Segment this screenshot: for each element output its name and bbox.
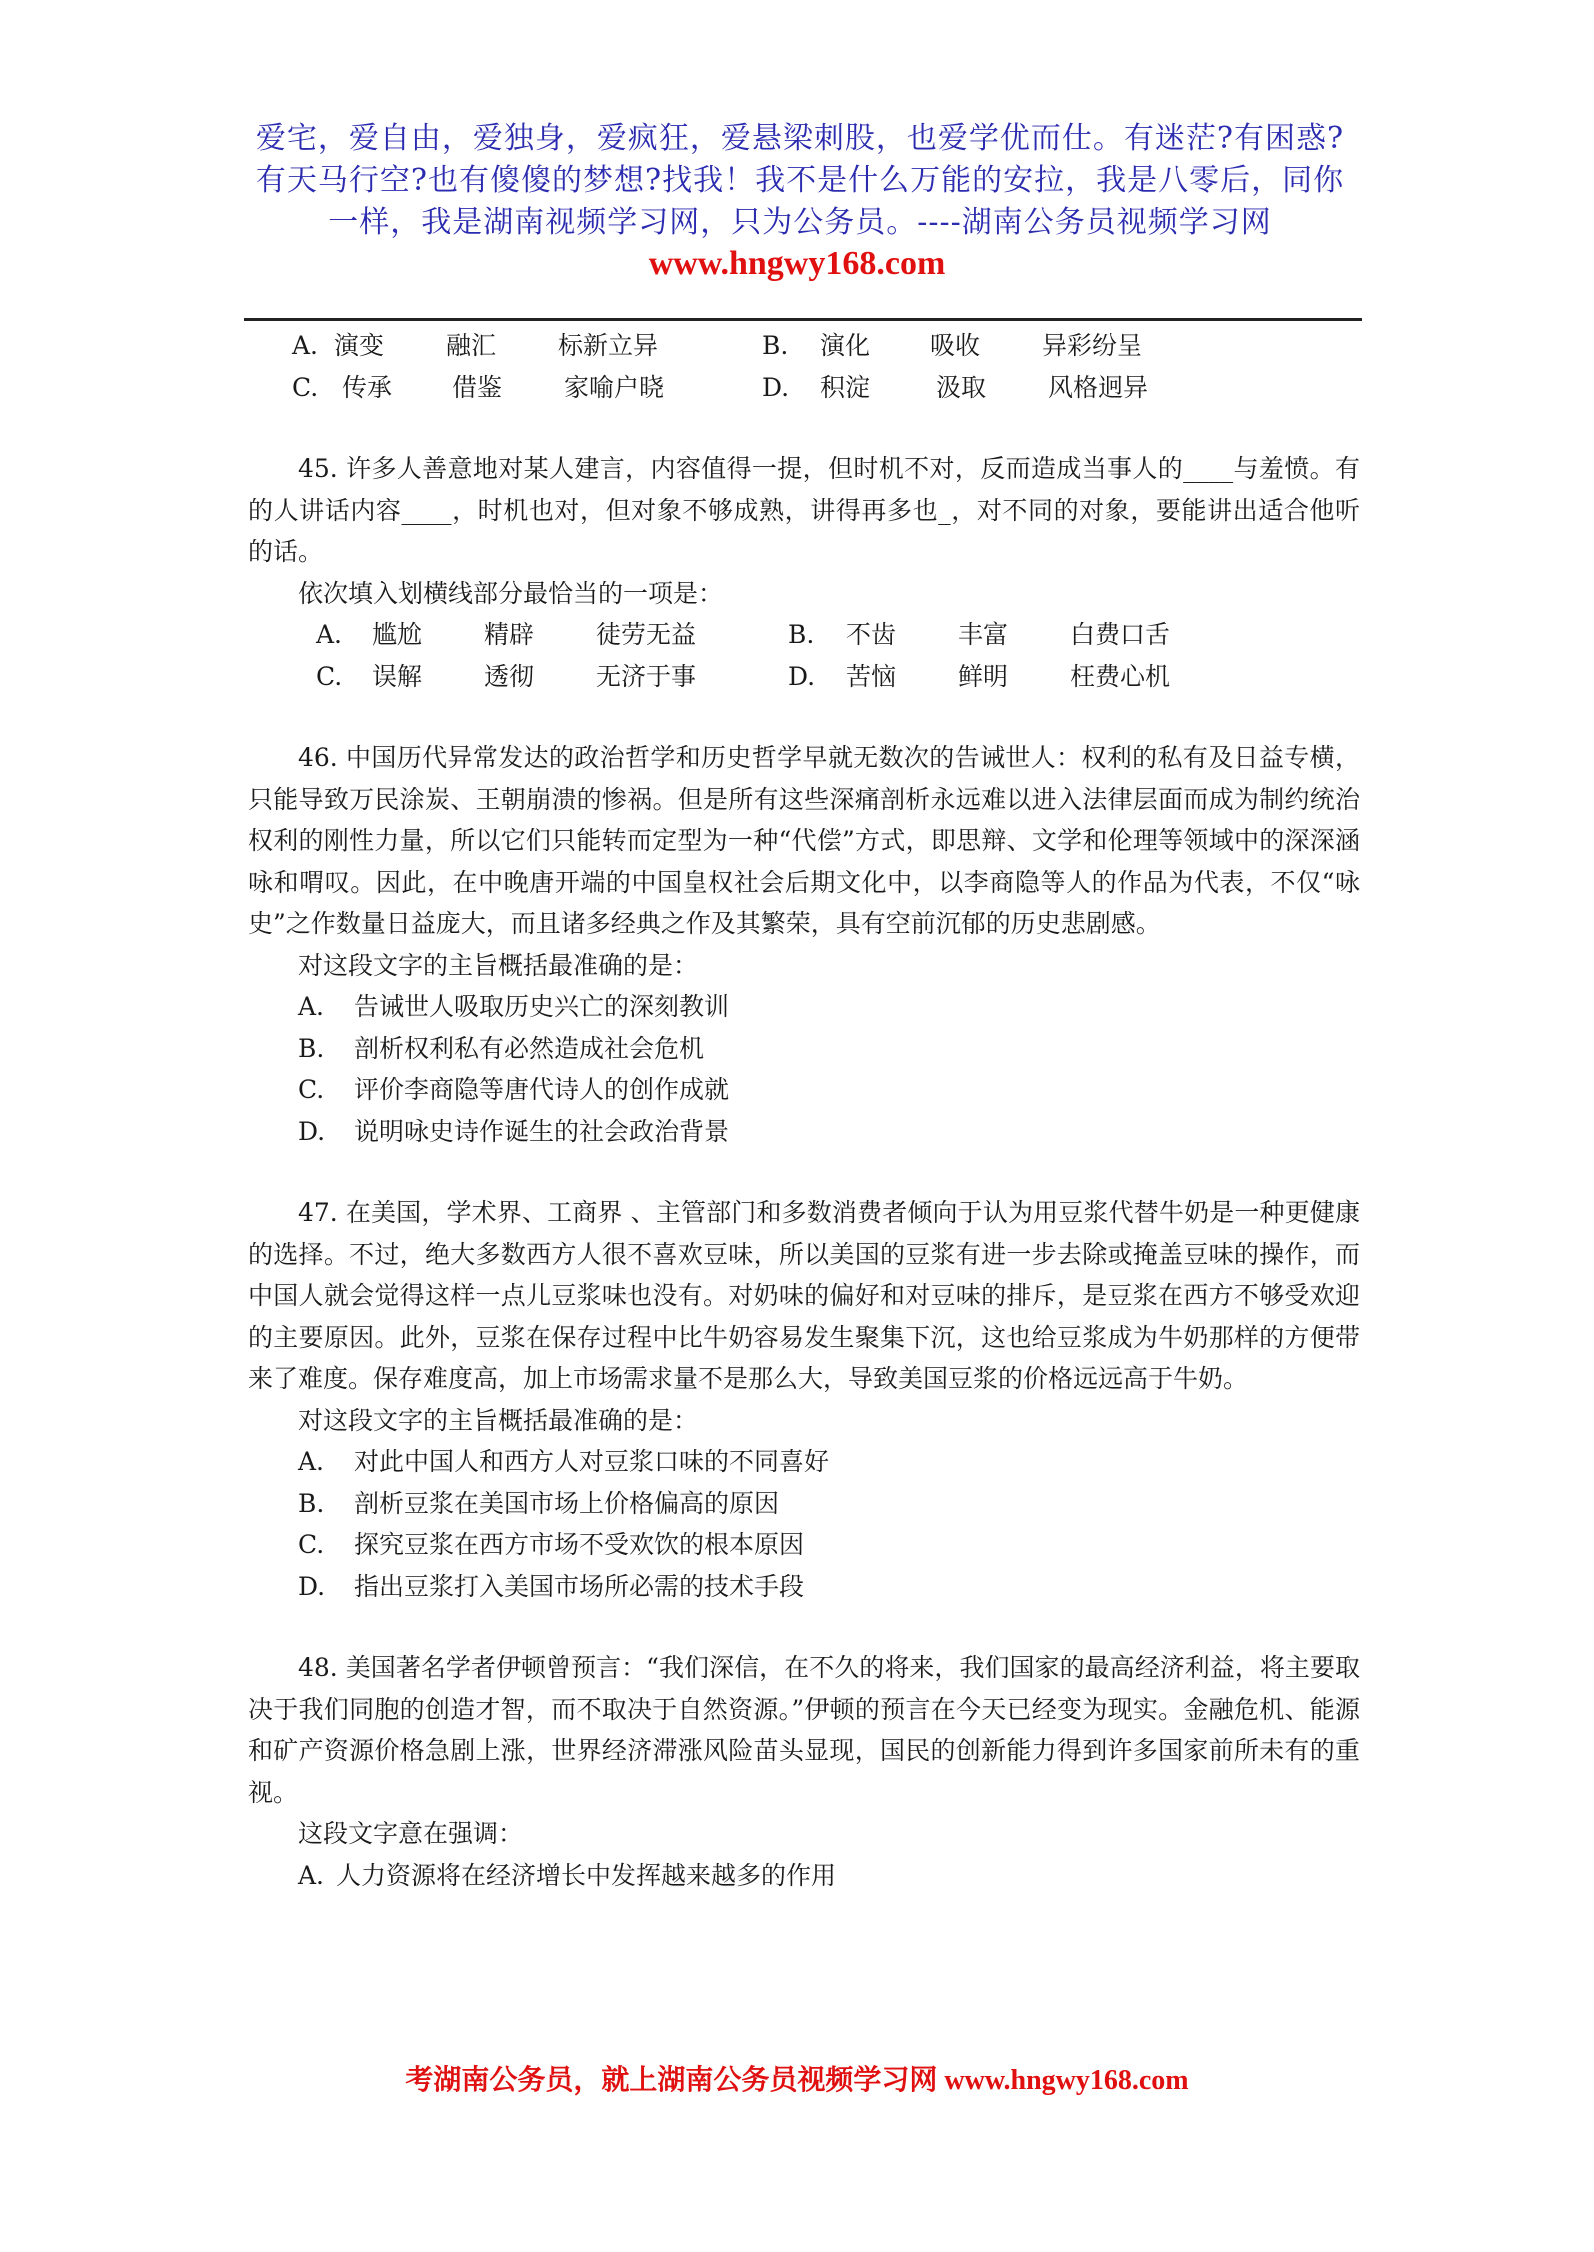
option-word: 徒劳无益 [596,620,697,649]
option-label: D. [298,1116,326,1146]
site-url-link[interactable]: www.hngwy168.com [648,245,946,282]
option-word: 丰富 [958,620,1009,649]
promo-banner [240,118,1360,244]
option-a [248,986,1360,1028]
option-row [248,614,1360,656]
option-text: 告诫世人吸取历史兴亡的深刻教训 [354,992,730,1021]
option-c [248,1069,1360,1111]
option-row [248,325,1360,367]
option-label: B. [298,1488,325,1518]
option-word: 家喻户晓 [564,372,665,402]
question-text: 45. 许多人善意地对某人建言，内容值得一提，但时机不对，反而造成当事人的____与羞愤。有的人讲话内容____，时机也对，但对象不够成熟，讲得再多也_，对不同的对象，要能讲出适合他听的话。 [248,454,1360,566]
option-word: 不齿 [846,620,897,649]
option-label: D. [762,372,790,402]
option-word: 标新立异 [558,331,659,360]
option-word: 无济于事 [596,661,697,691]
option-text: 剖析豆浆在美国市场上价格偏高的原因 [354,1488,780,1518]
option-word: 融汇 [446,331,497,360]
option-b [248,1483,1360,1525]
option-label: C. [316,661,343,691]
option-label: B. [298,1033,325,1063]
option-word: 吸收 [930,331,981,360]
option-word: 精辟 [484,620,535,649]
banner-line: 有天马行空?也有傻傻的梦想?找我！我不是什么万能的安拉，我是八零后，同你 [255,163,1345,198]
option-text: 指出豆浆打入美国市场所必需的技术手段 [354,1571,805,1601]
question-text: 47. 在美国，学术界、工商界 、主管部门和多数消费者倾向于认为用豆浆代替牛奶是一种更健康的选择。不过，绝大多数西方人很不喜欢豆味，所以美国的豆浆有进一步去除或掩盖豆味的操作，而中国人就会觉得这样一点儿豆浆味也没有。对奶味的偏好和对豆味的排斥，是豆浆在西方不够受欢迎的主要原因。此外，豆浆在保存过程中比牛奶容易发生聚集下沉，这也给豆浆成为牛奶那样的方便带来了难度。保存难度高，加上市场需求量不是那么大，导致美国豆浆的价格远远高于牛奶。 [248,1198,1360,1393]
header-divider [244,318,1362,321]
document-body [248,325,1360,1896]
q44-options [248,325,1360,408]
option-word: 风格迥异 [1048,372,1149,402]
option-label: A. [298,992,325,1021]
option-word: 白费口舌 [1070,620,1171,649]
option-label: A. [298,1860,325,1890]
option-a [248,1855,1360,1897]
option-word: 演变 [334,331,385,360]
option-word: 传承 [342,372,393,402]
option-row [248,656,1360,698]
question-46 [248,737,1360,1152]
option-label: D. [298,1571,326,1601]
option-c [248,1524,1360,1566]
option-word: 汲取 [936,372,987,402]
question-prompt: 这段文字意在强调： [298,1819,524,1848]
option-text: 人力资源将在经济增长中发挥越来越多的作用 [336,1860,837,1890]
option-word: 枉费心机 [1070,661,1171,691]
option-word: 苦恼 [846,661,897,691]
option-text: 说明咏史诗作诞生的社会政治背景 [354,1116,730,1146]
option-word: 积淀 [820,372,871,402]
option-word: 演化 [820,331,871,360]
question-47 [248,1192,1360,1607]
question-text: 48. 美国著名学者伊顿曾预言：“我们深信，在不久的将来，我们国家的最高经济利益，将主要取决于我们同胞的创造才智，而不取决于自然资源。”伊顿的预言在今天已经变为现实。金融危机、能源和矿产资源价格急剧上涨，世界经济滞涨风险苗头显现，国民的创新能力得到许多国家前所未有的重视。 [248,1653,1360,1807]
banner-line: 爱宅，爱自由，爱独身，爱疯狂，爱悬梁刺股，也爱学优而仕。有迷茫?有困惑? [255,121,1345,156]
option-word: 尴尬 [372,620,423,649]
option-text: 评价李商隐等唐代诗人的创作成就 [354,1075,730,1104]
option-word: 透彻 [484,661,535,691]
option-label: C. [298,1530,325,1559]
option-word: 借鉴 [452,372,503,402]
option-label: C. [298,1075,325,1104]
question-prompt: 依次填入划横线部分最恰当的一项是： [298,578,724,608]
option-text: 剖析权利私有必然造成社会危机 [354,1033,705,1063]
option-label: C. [292,372,319,402]
question-prompt: 对这段文字的主旨概括最准确的是： [298,950,699,980]
option-label: B. [788,620,815,649]
option-word: 异彩纷呈 [1042,331,1143,360]
question-45 [248,448,1360,697]
option-label: B. [762,331,789,360]
option-label: A. [298,1447,325,1476]
option-word: 鲜明 [958,661,1009,691]
option-word: 误解 [372,661,423,691]
question-text: 46. 中国历代异常发达的政治哲学和历史哲学早就无数次的告诫世人：权利的私有及日益专横，只能导致万民涂炭、王朝崩溃的惨祸。但是所有这些深痛剖析永远难以进入法律层面而成为制约统治权利的刚性力量，所以它们只能转而定型为一种“代偿”方式，即思辩、文学和伦理等领域中的深深涵咏和喟叹。因此，在中晚唐开端的中国皇权社会后期文化中，以李商隐等人的作品为代表，不仅“咏史”之作数量日益庞大，而且诸多经典之作及其繁荣，具有空前沉郁的历史悲剧感。 [248,743,1360,938]
option-label: D. [788,661,816,691]
option-label: A. [292,331,319,360]
question-48 [248,1647,1360,1896]
option-text: 对此中国人和西方人对豆浆口味的不同喜好 [354,1447,830,1476]
option-d [248,1566,1360,1608]
question-prompt: 对这段文字的主旨概括最准确的是： [298,1405,699,1435]
banner-line: 一样，我是湖南视频学习网，只为公务员。----湖南公务员视频学习网 [328,205,1272,240]
option-b [248,1028,1360,1070]
option-text: 探究豆浆在西方市场不受欢饮的根本原因 [354,1530,805,1559]
footer-promo: 考湖南公务员，就上湖南公务员视频学习网 www.hngwy168.com [405,2065,1189,2096]
option-d [248,1111,1360,1153]
option-row [248,367,1360,409]
option-label: A. [316,620,343,649]
option-a [248,1441,1360,1483]
